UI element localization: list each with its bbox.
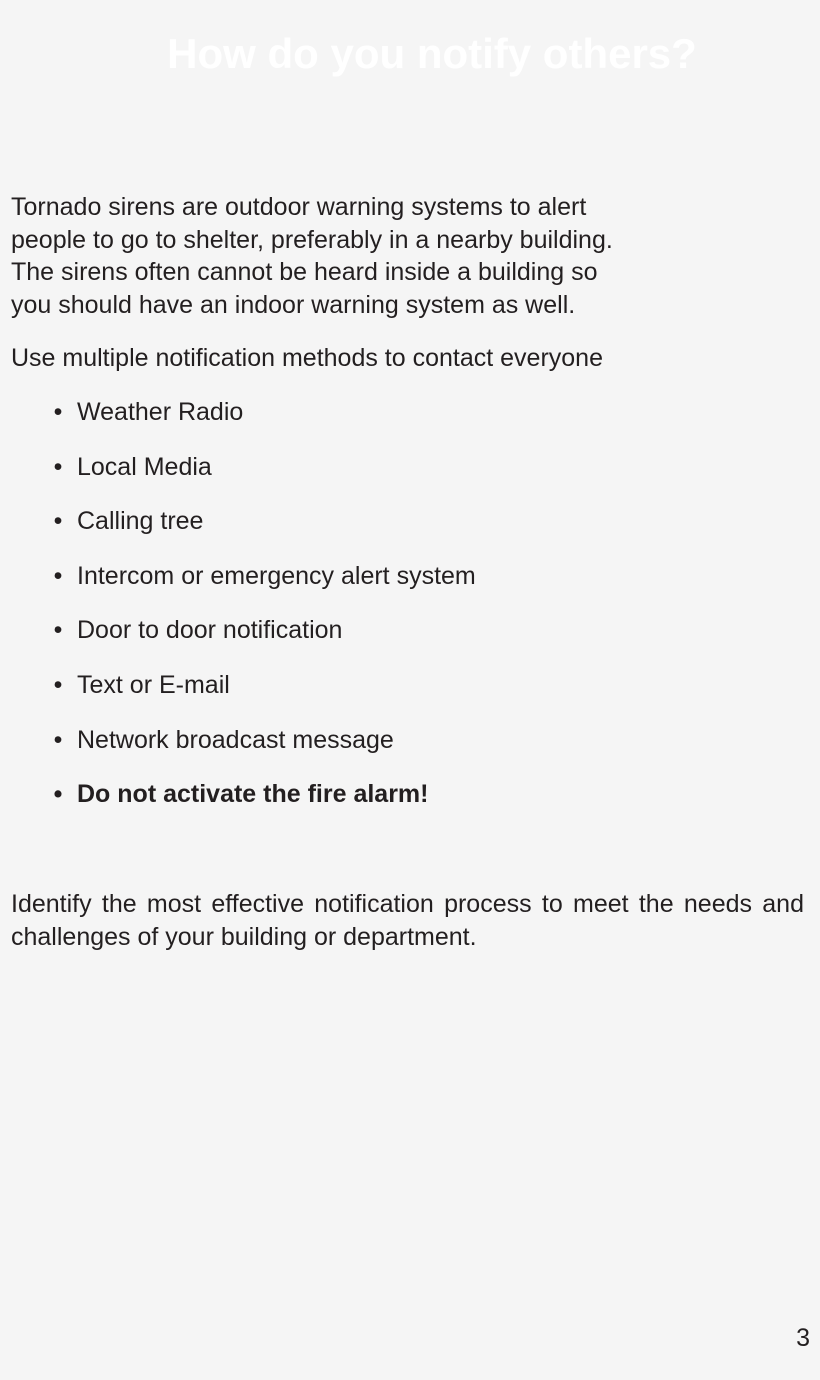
bullet-icon: • <box>53 670 63 699</box>
intro-line: people to go to shelter, preferably in a nearby building. <box>11 225 613 254</box>
bullet-icon: • <box>53 616 63 645</box>
method-label: Intercom or emergency alert system <box>77 561 476 590</box>
method-label: Local Media <box>77 452 212 481</box>
method-label: Text or E-mail <box>77 670 230 699</box>
method-label: Door to door notification <box>77 616 343 645</box>
method-label: Weather Radio <box>77 398 244 426</box>
bullet-icon: • <box>53 725 63 754</box>
page-title: How do you notify others? <box>167 30 697 77</box>
intro-line: you should have an indoor warning system as well. <box>11 290 576 319</box>
closing-paragraph: Identify the most effective notification process to meet the needs and challenges of your building or department. <box>11 890 804 951</box>
bullet-icon: • <box>53 452 63 481</box>
bullet-icon: • <box>53 398 63 426</box>
methods-lead: Use multiple notification methods to contact everyone <box>11 344 603 372</box>
page-number: 3 <box>796 1324 810 1352</box>
method-label: Calling tree <box>77 507 204 536</box>
method-label: Network broadcast message <box>77 725 394 754</box>
fire-alarm-warning: Do not activate the fire alarm! <box>77 780 429 809</box>
intro-line: Tornado sirens are outdoor warning systems to alert <box>11 193 587 221</box>
bullet-icon: • <box>53 561 63 590</box>
bullet-icon: • <box>53 780 63 809</box>
intro-paragraph <box>11 191 651 321</box>
intro-line: The sirens often cannot be heard inside a building so <box>11 258 598 286</box>
bullet-icon: • <box>53 507 63 536</box>
